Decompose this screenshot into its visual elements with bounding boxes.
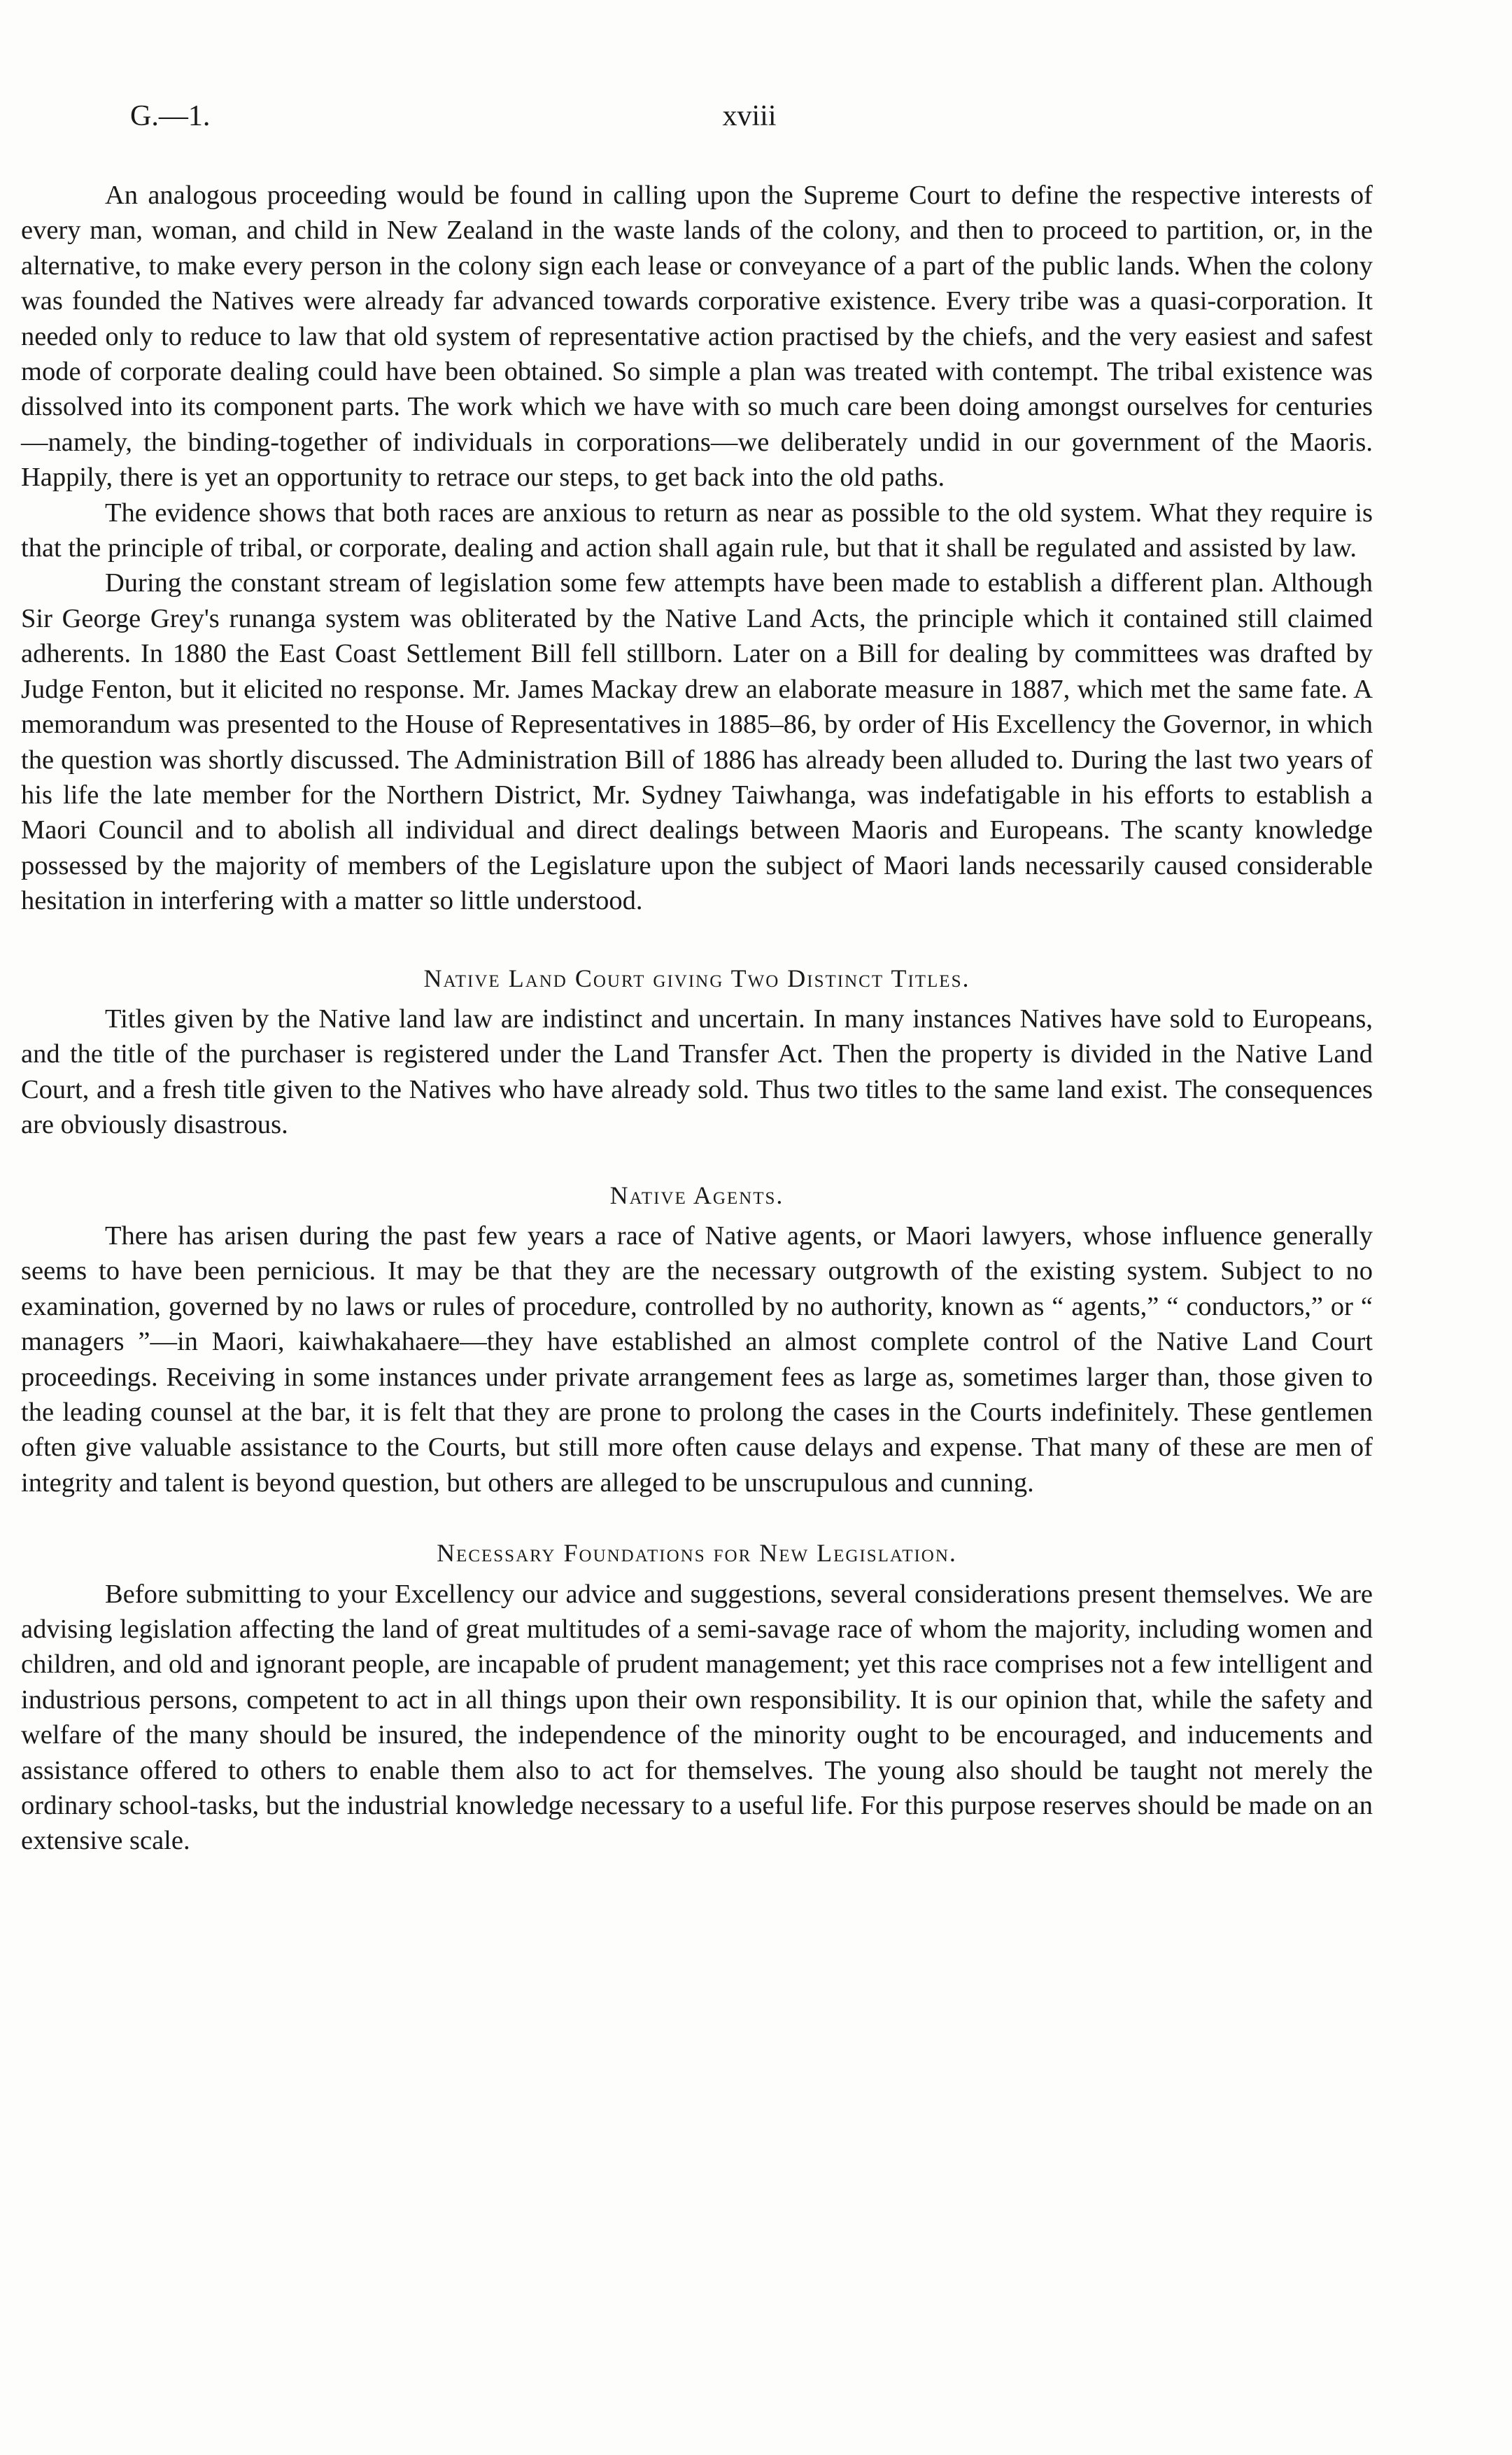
paragraph: The evidence shows that both races are anxious to return as near as possible to the old system. What they require is that the principle of tribal, or corporate, dealing and action shall again rule, but that it shall be regulated and assisted by law. bbox=[21, 498, 1373, 563]
section-heading: Native Land Court giving Two Distinct Titles. bbox=[423, 964, 970, 992]
paragraph: Before submitting to your Excellency our advice and suggestions, several considerations present themselves. We are advising legislation affecting the land of great multitudes of a semi-savage race of whom the majority, including women and children, and old and ignorant people, are incapable of prudent management; yet this race comprises not a few intelligent and industrious persons, competent to act in all things upon their own responsibility. It is our opinion that, while the safety and welfare of the many should be insured, the independence of the minority ought to be encouraged, and inducements and assistance offered to others to enable them also to act for themselves. The young also should be taught not merely the ordinary school-tasks, but the industrial knowledge necessary to a useful life. For this purpose reserves should be made on an extensive scale. bbox=[21, 1579, 1373, 1856]
paragraph: There has arisen during the past few years a race of Native agents, or Maori lawyers, whose influence generally seems to have been pernicious. It may be that they are the necessary outgrowth of the existing system. Subject to no examination, governed by no laws or rules of procedure, controlled by no authority, known as “ agents,” “ conductors,” or “ managers ”—in Maori, kaiwhakahaere—they have established an almost complete control of the Native Land Court proceedings. Receiving in some instances under private arrangement fees as large as, sometimes larger than, those given to the leading counsel at the bar, it is felt that they are prone to prolong the cases in the Courts indefinitely. These gentlemen often give valuable assistance to the Courts, but still more often cause delays and expense. That many of these are men of integrity and talent is beyond question, but others are alleged to be unscrupulous and cunning. bbox=[21, 1221, 1373, 1498]
paragraph: An analogous proceeding would be found in calling upon the Supreme Court to define the respective interests of every man, woman, and child in New Zealand in the waste lands of the colony, and then to proceed to partition, or, in the alternative, to make every person in the colony sign each lease or conveyance of a part of the public lands. When the colony was founded the Natives were already far advanced towards corporative existence. Every tribe was a quasi-corporation. It needed only to reduce to law that old system of representative action practised by the chiefs, and the very easiest and safest mode of corporate dealing could have been obtained. So simple a plan was treated with contempt. The tribal existence was dissolved into its component parts. The work which we have with so much care been doing amongst ourselves for centuries—namely, the binding-together of individuals in corporations—we deliberately undid in our government of the Maoris. Happily, there is yet an opportunity to retrace our steps, to get back into the old paths. bbox=[21, 181, 1373, 493]
paragraph: During the constant stream of legislation some few attempts have been made to establish a different plan. Although Sir George Grey's runanga system was obliterated by the Native Land Acts, the principle which it contained still claimed adherents. In 1880 the East Coast Settlement Bill fell stillborn. Later on a Bill for dealing by committees was drafted by Judge Fenton, but it elicited no response. Mr. James Mackay drew an elaborate measure in 1887, which met the same fate. A memorandum was presented to the House of Representatives in 1885–86, by order of His Excellency the Governor, in which the question was shortly discussed. The Administration Bill of 1886 has already been alluded to. During the last two years of his life the late member for the Northern District, Mr. Sydney Taiwhanga, was indefatigable in his efforts to establish a Maori Council and to abolish all individual and direct dealings between Maoris and Europeans. The scanty knowledge possessed by the majority of members of the Legislature upon the subject of Maori lands necessarily caused considerable hesitation in interfering with a matter so little understood. bbox=[21, 568, 1373, 916]
section-heading: Necessary Foundations for New Legislation. bbox=[437, 1539, 957, 1568]
page-number: xviii bbox=[722, 100, 777, 132]
document-body bbox=[21, 178, 1373, 1859]
section-heading: Native Agents. bbox=[609, 1181, 784, 1209]
paragraph: Titles given by the Native land law are indistinct and uncertain. In many instances Natives have sold to Europeans, and the title of the purchaser is registered under the Land Transfer Act. Then the property is divided in the Native Land Court, and a fresh title given to the Natives who have already sold. Thus two titles to the same land exist. The consequences are obviously disastrous. bbox=[21, 1004, 1373, 1140]
page-header bbox=[130, 99, 1369, 141]
document-code: G.—1. bbox=[130, 100, 211, 132]
